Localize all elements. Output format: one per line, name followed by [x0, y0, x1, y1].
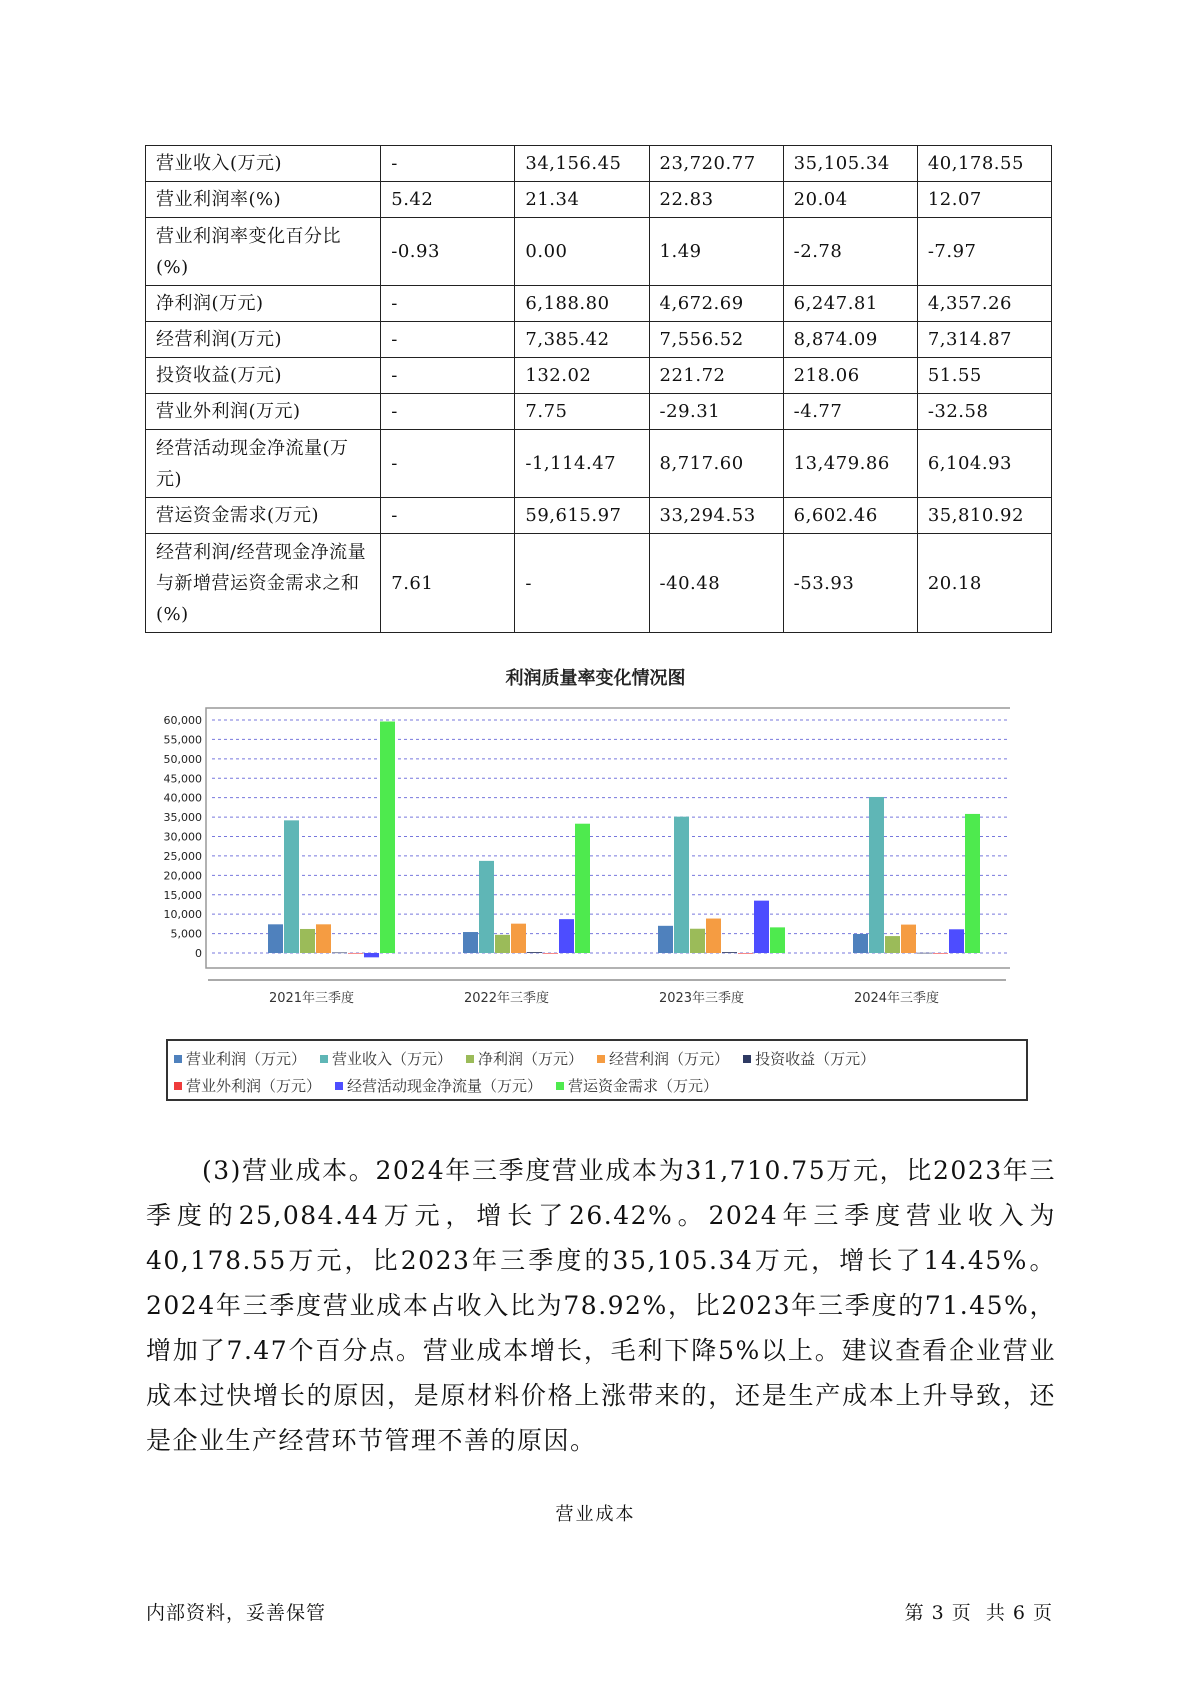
bar-2	[674, 817, 689, 953]
legend-swatch	[743, 1055, 751, 1063]
bar-chart	[160, 700, 1010, 1030]
table-cell: 21.34	[515, 182, 649, 218]
bar-5	[722, 952, 737, 953]
row-label: 营运资金需求(万元)	[146, 498, 381, 534]
table-cell: 6,188.80	[515, 286, 649, 322]
bar-7	[559, 919, 574, 953]
table-cell: 23,720.77	[649, 146, 783, 182]
row-label: 经营活动现金净流量(万元)	[146, 430, 381, 498]
row-label: 营业收入(万元)	[146, 146, 381, 182]
table-cell: -32.58	[917, 394, 1051, 430]
table-cell: -	[381, 358, 515, 394]
table-cell: -0.93	[381, 218, 515, 286]
bar-8	[965, 814, 980, 953]
table-row	[146, 534, 1052, 633]
legend-item	[174, 1048, 306, 1069]
table-cell: 35,105.34	[783, 146, 917, 182]
legend-item	[466, 1048, 583, 1069]
legend-swatch	[597, 1055, 605, 1063]
bar-4	[511, 924, 526, 953]
table-cell: -2.78	[783, 218, 917, 286]
table-cell: -53.93	[783, 534, 917, 633]
y-tick-label: 25,000	[163, 849, 202, 863]
table-row	[146, 358, 1052, 394]
x-tick-label: 2021年三季度	[268, 991, 355, 1006]
footer-page-number: 第 3 页 共 6 页	[904, 1602, 1053, 1624]
table-cell: 59,615.97	[515, 498, 649, 534]
table-row	[146, 286, 1052, 322]
table-cell: 7.61	[381, 534, 515, 633]
table-cell: 20.04	[783, 182, 917, 218]
legend-swatch	[466, 1055, 474, 1063]
table-cell: -40.48	[649, 534, 783, 633]
row-label: 投资收益(万元)	[146, 358, 381, 394]
cost-analysis-paragraph: (3)营业成本。2024年三季度营业成本为31,710.75万元，比2023年三季度的25,084.44万元，增长了26.42%。2024年三季度营业收入为40,178.55万元，比2023年三季度的35,105.34万元，增长了14.45%。2024年三季度营业成本占收入比为78.92%，比2023年三季度的71.45%，增加了7.47个百分点。营业成本增长，毛利下降5%以上。建议查看企业营业成本过快增长的原因，是原材料价格上涨带来的，还是生产成本上升导致，还是企业生产经营环节管理不善的原因。	[146, 1156, 1056, 1455]
row-label: 经营利润/经营现金净流量与新增营运资金需求之和(%)	[146, 534, 381, 633]
table-cell: 40,178.55	[917, 146, 1051, 182]
table-row	[146, 498, 1052, 534]
bar-5	[527, 952, 542, 953]
bar-4	[316, 924, 331, 953]
legend-swatch	[174, 1055, 182, 1063]
table-cell: -	[381, 322, 515, 358]
table-cell: -1,114.47	[515, 430, 649, 498]
table-row	[146, 146, 1052, 182]
y-tick-label: 40,000	[163, 791, 202, 805]
bar-6	[348, 953, 363, 954]
bar-3	[885, 936, 900, 953]
y-tick-label: 0	[195, 947, 202, 960]
bar-1	[658, 926, 673, 953]
table-cell: 35,810.92	[917, 498, 1051, 534]
legend-swatch	[320, 1055, 328, 1063]
bar-8	[575, 824, 590, 953]
legend-swatch	[556, 1082, 564, 1090]
y-tick-label: 10,000	[163, 908, 202, 922]
table-cell: -7.97	[917, 218, 1051, 286]
y-tick-label: 30,000	[163, 830, 202, 844]
bar-8	[770, 927, 785, 953]
footer-confidential: 内部资料，妥善保管	[146, 1602, 327, 1624]
table-cell: -	[381, 286, 515, 322]
row-label: 净利润(万元)	[146, 286, 381, 322]
table-cell: 22.83	[649, 182, 783, 218]
row-label: 营业外利润(万元)	[146, 394, 381, 430]
legend-label: 经营利润（万元）	[609, 1050, 730, 1068]
table-cell: 132.02	[515, 358, 649, 394]
row-label: 营业利润率(%)	[146, 182, 381, 218]
bar-3	[300, 929, 315, 953]
bar-1	[853, 934, 868, 953]
y-tick-label: 50,000	[163, 752, 202, 766]
table-cell: -4.77	[783, 394, 917, 430]
table-cell: 5.42	[381, 182, 515, 218]
table-cell: 8,874.09	[783, 322, 917, 358]
bar-7	[949, 929, 964, 953]
section-subtitle: 营业成本	[555, 1504, 636, 1525]
bar-5	[332, 952, 347, 953]
legend-item	[335, 1075, 542, 1096]
bar-6	[933, 953, 948, 954]
table-cell: -29.31	[649, 394, 783, 430]
legend-label: 营业利润（万元）	[186, 1050, 307, 1068]
bar-3	[690, 929, 705, 953]
bar-1	[268, 924, 283, 953]
chart-title: 利润质量率变化情况图	[505, 668, 686, 689]
table-cell: 6,602.46	[783, 498, 917, 534]
table-cell: 7,385.42	[515, 322, 649, 358]
bar-4	[706, 919, 721, 953]
table-row	[146, 394, 1052, 430]
table-cell: 13,479.86	[783, 430, 917, 498]
y-tick-label: 60,000	[163, 714, 202, 727]
table-cell: 4,672.69	[649, 286, 783, 322]
legend-swatch	[174, 1082, 182, 1090]
x-tick-label: 2022年三季度	[463, 991, 550, 1006]
bar-6	[543, 953, 558, 954]
legend-item	[320, 1048, 452, 1069]
y-tick-label: 35,000	[163, 811, 202, 825]
x-tick-label: 2023年三季度	[658, 991, 745, 1006]
legend-item	[743, 1048, 875, 1069]
table-cell: 221.72	[649, 358, 783, 394]
table-row	[146, 322, 1052, 358]
y-tick-label: 20,000	[163, 869, 202, 883]
y-tick-label: 15,000	[163, 888, 202, 902]
bar-2	[284, 820, 299, 953]
legend-item	[556, 1075, 718, 1096]
table-cell: -	[381, 394, 515, 430]
table-cell: 6,104.93	[917, 430, 1051, 498]
table-cell: 51.55	[917, 358, 1051, 394]
table-cell: 1.49	[649, 218, 783, 286]
legend-label: 营运资金需求（万元）	[568, 1077, 719, 1095]
row-label: 营业利润率变化百分比(%)	[146, 218, 381, 286]
y-tick-label: 5,000	[170, 927, 202, 941]
financial-table	[145, 145, 1052, 633]
table-row	[146, 218, 1052, 286]
table-cell: 4,357.26	[917, 286, 1051, 322]
table-cell: 6,247.81	[783, 286, 917, 322]
y-tick-label: 45,000	[163, 772, 202, 786]
table-cell: 0.00	[515, 218, 649, 286]
table-cell: 34,156.45	[515, 146, 649, 182]
legend-item	[174, 1075, 321, 1096]
legend-label: 营业外利润（万元）	[186, 1077, 322, 1095]
legend-item	[597, 1048, 729, 1069]
y-tick-label: 55,000	[163, 733, 202, 747]
bar-2	[479, 861, 494, 953]
table-row	[146, 182, 1052, 218]
legend-label: 营业收入（万元）	[332, 1050, 453, 1068]
chart-legend	[166, 1039, 1028, 1101]
bar-5	[917, 953, 932, 954]
bar-8	[380, 721, 395, 953]
legend-label: 净利润（万元）	[478, 1050, 584, 1068]
legend-label: 投资收益（万元）	[755, 1050, 876, 1068]
table-cell: 7,314.87	[917, 322, 1051, 358]
bar-7	[364, 953, 379, 957]
x-tick-label: 2024年三季度	[853, 991, 940, 1006]
bar-4	[901, 925, 916, 953]
bar-6	[738, 953, 753, 954]
bar-1	[463, 932, 478, 953]
table-cell: -	[381, 498, 515, 534]
table-cell: 7.75	[515, 394, 649, 430]
table-cell: -	[515, 534, 649, 633]
table-cell: 218.06	[783, 358, 917, 394]
table-cell: -	[381, 146, 515, 182]
table-row	[146, 430, 1052, 498]
table-cell: 33,294.53	[649, 498, 783, 534]
row-label: 经营利润(万元)	[146, 322, 381, 358]
table-cell: 7,556.52	[649, 322, 783, 358]
bar-2	[869, 797, 884, 953]
table-cell: 8,717.60	[649, 430, 783, 498]
legend-swatch	[335, 1082, 343, 1090]
legend-label: 经营活动现金净流量（万元）	[347, 1077, 543, 1095]
bar-7	[754, 901, 769, 953]
table-cell: 12.07	[917, 182, 1051, 218]
table-cell: -	[381, 430, 515, 498]
table-cell: 20.18	[917, 534, 1051, 633]
bar-3	[495, 935, 510, 953]
